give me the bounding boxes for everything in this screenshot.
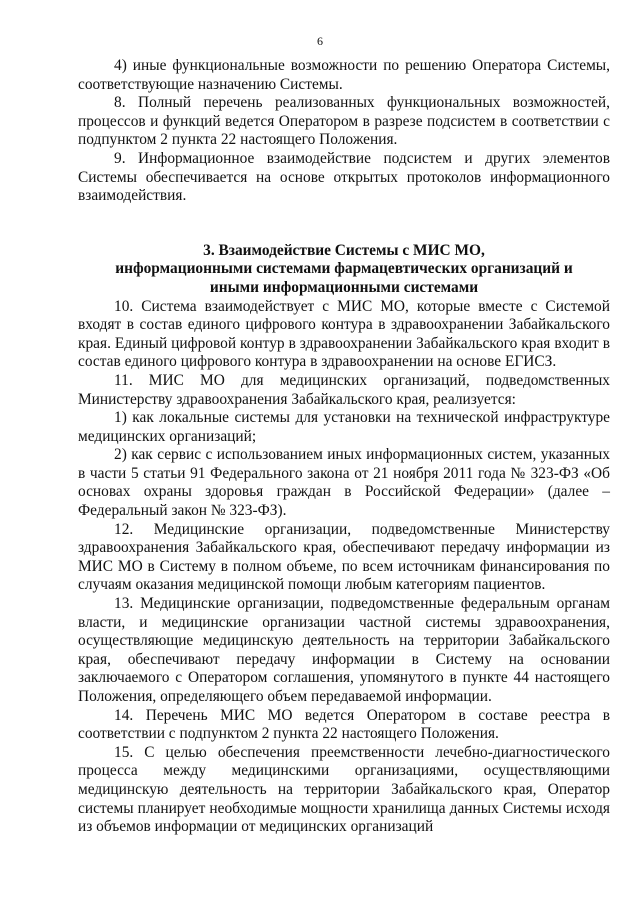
- document-body: [78, 57, 610, 837]
- paragraph: 11. МИС МО для медицинских организаций, подведомственных Министерству здравоохранения Забайкальского края, реализуется:: [78, 371, 610, 408]
- section-heading-line: 3. Взаимодействие Системы с МИС МО,: [203, 241, 485, 259]
- paragraph: 2) как сервис с использованием иных информационных систем, указанных в части 5 статьи 91 Федерального закона от 21 ноября 2011 года № 323-ФЗ «Об основах охраны здоровья граждан в Российской Федерации» (далее – Федеральный закон № 323-ФЗ).: [78, 446, 610, 520]
- paragraph: 13. Медицинские организации, подведомственные федеральным органам власти, и медицинские организации частной системы здравоохранения, осуществляющие медицинскую деятельность на территории Забайкальского края, обеспечивают передачу информации в Систему на основании заключаемого с Оператором соглашения, упомянутого в пункте 44 настоящего Положения, определяющего объем передаваемой информации.: [78, 595, 610, 705]
- paragraph: 10. Система взаимодействует с МИС МО, которые вместе с Системой входят в состав единого цифрового контура в здравоохранении Забайкальского края. Единый цифровой контур в здравоохранении Забайкальского края входит в состав единого цифрового контура в здравоохранении на основе ЕГИСЗ.: [78, 297, 610, 371]
- section-heading-line: иными информационными системами: [209, 278, 479, 296]
- paragraph: 14. Перечень МИС МО ведется Оператором в составе реестра в соответствии с подпунктом 2 пункта 22 настоящего Положения.: [78, 706, 610, 743]
- paragraph: 8. Полный перечень реализованных функциональных возможностей, процессов и функций ведется Оператором в разрезе подсистем в соответствии с подпунктом 2 пункта 22 настоящего Положения.: [78, 94, 610, 149]
- paragraph: 4) иные функциональные возможности по решению Оператора Системы, соответствующие назначению Системы.: [78, 57, 610, 93]
- paragraph: 1) как локальные системы для установки на технической инфраструктуре медицинских организаций;: [78, 409, 610, 445]
- page-number: 6: [317, 34, 323, 48]
- paragraph: 12. Медицинские организации, подведомственные Министерству здравоохранения Забайкальского края, обеспечивают передачу информации из МИС МО в Систему в полном объеме, по всем источникам финансирования по случаям оказания медицинской помощи любым категориям пациентов.: [78, 520, 610, 594]
- paragraph: 9. Информационное взаимодействие подсистем и других элементов Системы обеспечивается на основе открытых протоколов информационного взаимодействия.: [78, 149, 610, 205]
- paragraph-truncated: 15. С целью обеспечения преемственности лечебно-диагностического процесса между медицинскими организациями, осуществляющими медицинскую деятельность на территории Забайкальского края, Оператор системы планирует необходимые мощности хранилища данных Системы исходя из объемов информации от медицинских организаций: [78, 743, 610, 836]
- section-heading: [78, 242, 610, 298]
- section-heading-line: информационными системами фармацевтических организаций и: [115, 260, 573, 278]
